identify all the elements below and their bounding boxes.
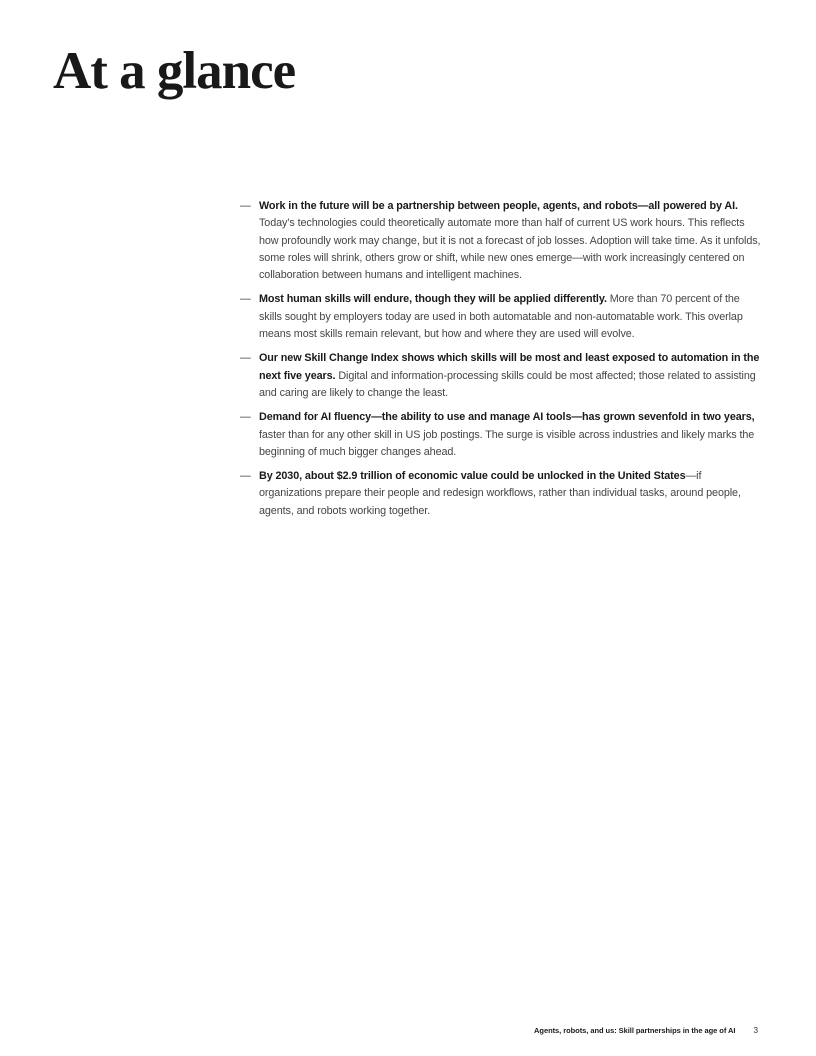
bullet-bold-lead: Most human skills will endure, though they will be applied differently. — [259, 293, 610, 306]
bullet-dash-marker: — — [240, 411, 251, 424]
bullet-item — [240, 350, 764, 402]
page-footer — [534, 1026, 758, 1036]
footer-publication-title: Agents, robots, and us: Skill partnerships in the age of AI — [534, 1026, 736, 1035]
bullet-dash-marker: — — [240, 470, 251, 483]
bullet-item — [240, 409, 764, 461]
bullet-regular-text: Today’s technologies could theoretically automate more than half of current US work hours. This reflects how profoundly work may change, but it is not a forecast of job losses. Adoption will take time. As it unfolds, some roles will shrink, others grow or shift, while new ones emerge—with work increasingly centered on collaboration between humans and intelligent machines. — [259, 217, 761, 282]
bullet-regular-text: —if organizations prepare their people and redesign workflows, rather than individual tasks, around people, agents, and robots working together. — [259, 470, 741, 517]
bullet-bold-lead: By 2030, about $2.9 trillion of economic value could be unlocked in the United States — [259, 470, 686, 483]
bullet-text — [259, 291, 764, 343]
bullet-dash-marker: — — [240, 352, 251, 365]
bullet-text — [259, 350, 764, 402]
bullet-text — [259, 198, 764, 284]
page-title: At a glance — [53, 42, 296, 100]
bullet-bold-lead: Our new Skill Change Index shows which skills will be most and least exposed to automation in the next five years. — [259, 352, 760, 382]
bullet-bold-lead: Demand for AI fluency—the ability to use and manage AI tools—has grown sevenfold in two years, — [259, 411, 755, 424]
bullet-dash-marker: — — [240, 293, 251, 306]
bullet-list — [240, 198, 764, 527]
bullet-regular-text: faster than for any other skill in US job postings. The surge is visible across industries and likely marks the beginning of much bigger changes ahead. — [259, 428, 755, 458]
bullet-text — [259, 468, 764, 520]
bullet-regular-text: More than 70 percent of the skills sought by employers today are used in both automatable and non-automatable work. This overlap means most skills remain relevant, but how and where they are used will evolve. — [259, 293, 743, 341]
footer-page-number: 3 — [753, 1026, 758, 1035]
bullet-dash-marker: — — [240, 200, 251, 212]
bullet-regular-text: Digital and information-processing skills could be most affected; those related to assisting and caring are likely to change the least. — [259, 369, 756, 399]
bullet-bold-lead: Work in the future will be a partnership between people, agents, and robots—all powered by AI. — [259, 200, 738, 212]
bullet-text — [259, 409, 764, 461]
bullet-item — [240, 291, 764, 343]
bullet-item — [240, 468, 764, 520]
bullet-item — [240, 198, 764, 284]
